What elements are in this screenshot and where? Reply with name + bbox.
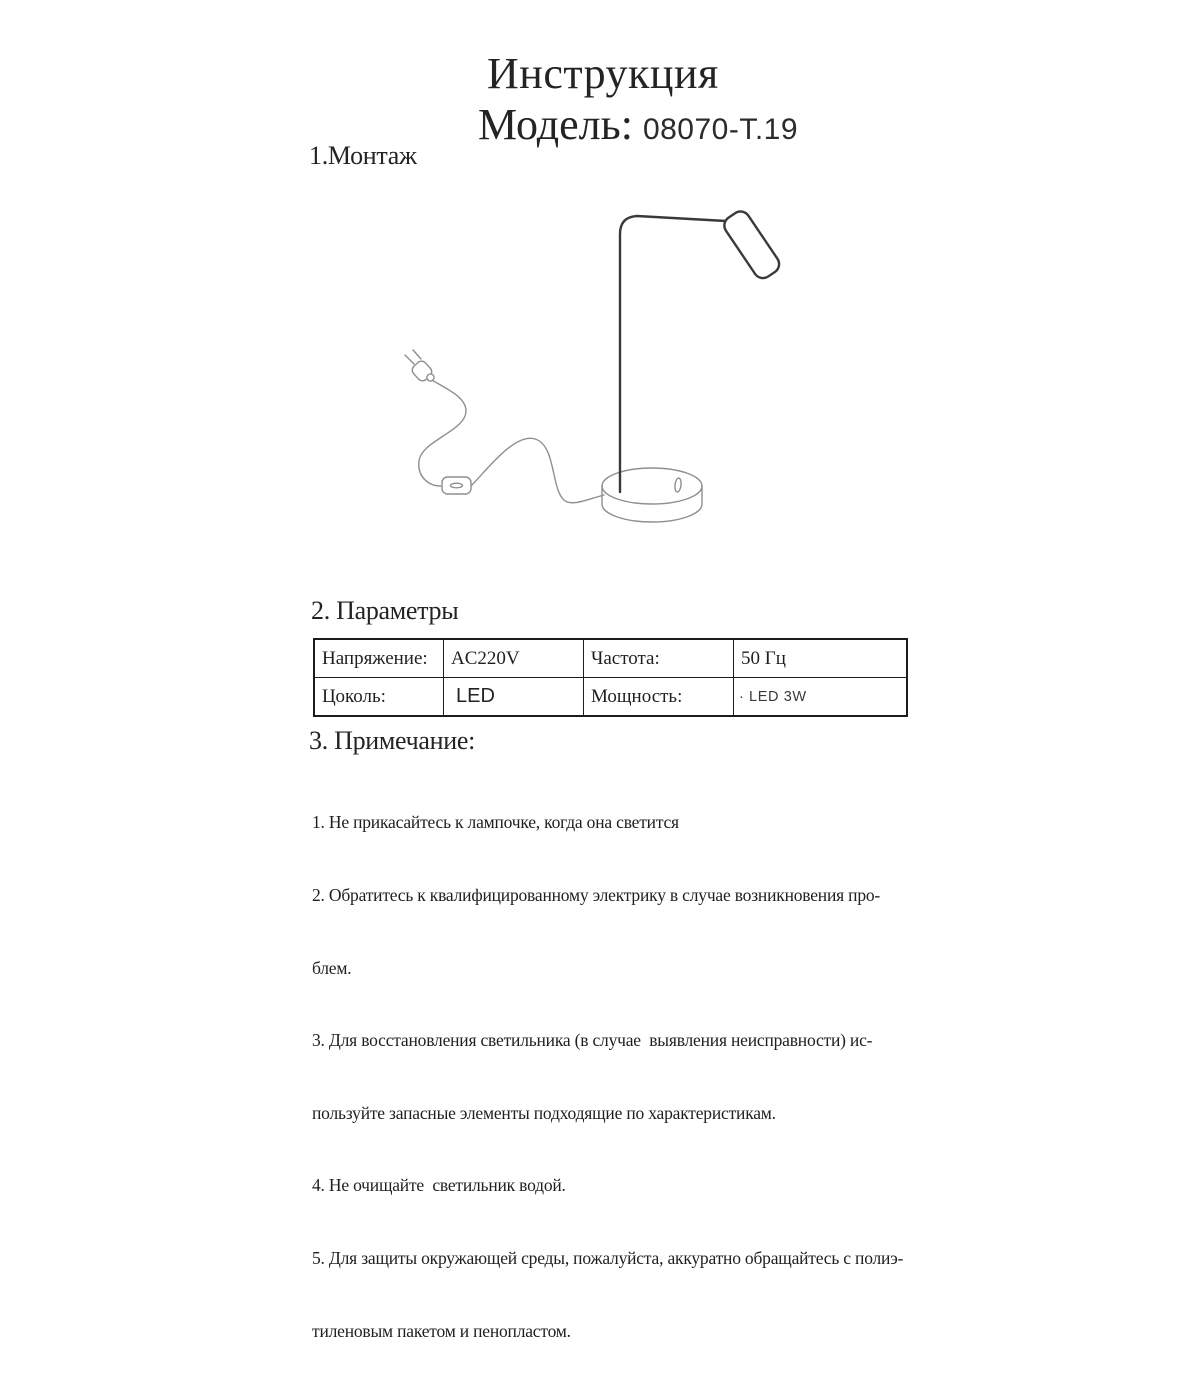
parameters-table <box>313 638 908 717</box>
lamp-head <box>721 208 783 282</box>
param-label-power: Мощность: <box>584 678 734 717</box>
lamp-base <box>602 468 702 522</box>
table-row <box>314 678 907 717</box>
section-heading-montage: 1.Монтаж <box>309 141 417 170</box>
param-label-frequency: Частота: <box>584 639 734 678</box>
note-line: 1. Не прикасайтесь к лампочке, когда она светится <box>312 812 679 833</box>
param-value-voltage: AC220V <box>444 639 584 678</box>
table-row <box>314 639 907 678</box>
lamp-pole <box>620 216 726 492</box>
note-line: 2. Обратитесь к квалифицированному электрику в случае возникновения про- <box>312 885 881 905</box>
model-number: 08070-T.19 <box>642 113 799 146</box>
param-value-power: · LED 3W <box>734 678 908 717</box>
note-line: 3. Для восстановления светильника (в случае выявления неисправности) ис- <box>312 1030 873 1051</box>
inline-switch <box>442 477 471 494</box>
note-line: пользуйте запасные элементы подходящие по характеристикам. <box>312 1102 776 1123</box>
param-value-socket: LED <box>444 678 584 717</box>
model-line <box>478 100 799 149</box>
param-label-voltage: Напряжение: <box>314 639 444 678</box>
note-line: 4. Не очищайте светильник водой. <box>312 1175 566 1196</box>
param-label-socket: Цоколь: <box>314 678 444 717</box>
power-plug <box>405 350 434 383</box>
note-line: 5. Для защиты окружающей среды, пожалуйста, аккуратно обращайтесь с полиэ- <box>312 1247 904 1268</box>
page-title: Инструкция <box>487 49 719 98</box>
section-heading-notes: 3. Примечание: <box>309 726 476 755</box>
model-label: Модель: <box>478 100 633 149</box>
plug-prong <box>405 355 414 364</box>
param-value-frequency: 50 Гц <box>734 639 908 678</box>
note-line: блем. <box>312 957 352 978</box>
note-line: тиленовым пакетом и пенопластом. <box>312 1320 571 1341</box>
plug-prong <box>413 350 421 359</box>
base-button <box>674 478 682 493</box>
section-heading-parameters: 2. Параметры <box>311 596 459 625</box>
notes-list <box>312 762 912 1391</box>
lamp-assembly-illustration <box>380 190 800 535</box>
